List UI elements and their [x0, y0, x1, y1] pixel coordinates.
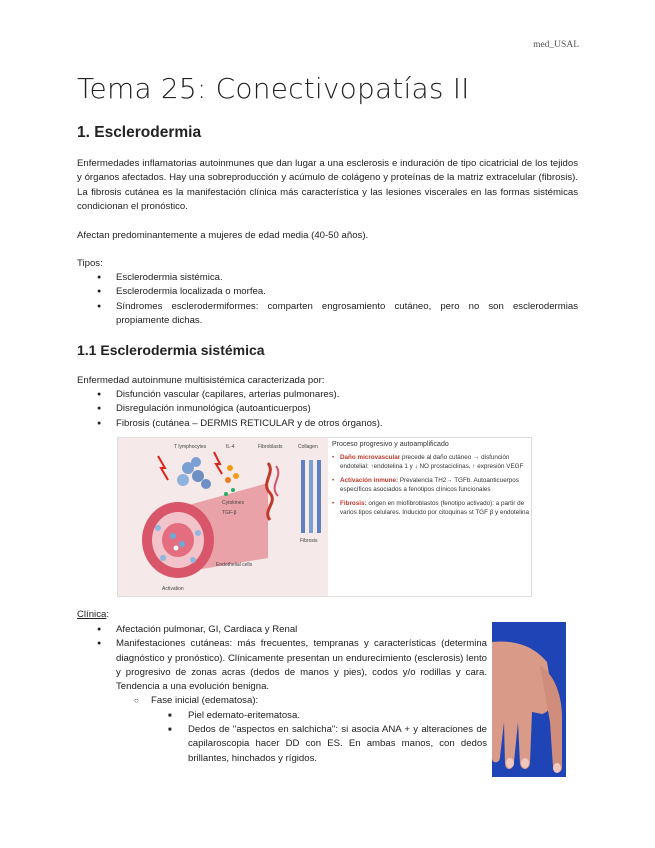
subsub-list-item: ■ Piel edemato-eritematosa.: [168, 709, 487, 723]
figure-illustration: [118, 438, 328, 596]
list-item: ● Esclerodermia sistémica.: [77, 271, 578, 285]
clinica-label-text: Clínica: [77, 609, 107, 620]
section-heading-esclerodermia: 1. Esclerodermia: [77, 124, 202, 141]
figure-item-title: Daño microvascular: [340, 454, 401, 461]
demographics-paragraph: Afectan predominantemente a mujeres de edad media (40-50 años).: [77, 230, 369, 241]
figure-item: [330, 454, 530, 471]
intro-paragraph: Enfermedades inflamatorias autoinmunes que dan lugar a una esclerosis e induración de tipo cicatricial de los tejidos y órganos afectados. Hay una sobreproducción y acúmulo de colágeno y proteínas de la matriz extracelular (fibrosis). La fibrosis cutánea es la manifestación clínica más característica y las lesiones viscerales en las formas sistémicas condicionan el pronóstico.: [77, 158, 578, 212]
sistemica-intro: Enfermedad autoinmune multisistémica caracterizada por:: [77, 375, 325, 386]
clinica-list: [77, 623, 487, 766]
hand-image-icon: [492, 622, 566, 777]
sub-list: [116, 694, 487, 765]
list-item: ● Esclerodermia localizada o morfea.: [77, 285, 578, 299]
list-item: ● Disfunción vascular (capilares, arterias pulmonares).: [77, 388, 578, 402]
list-item: ● Disregulación inmunológica (autoanticuerpos): [77, 402, 578, 416]
figure-heading: Proceso progresivo y autoamplificado: [332, 441, 449, 448]
label-il4: IL-4: [226, 444, 235, 450]
label-tgfb: TGF-β: [222, 510, 237, 516]
label-fibrosis: Fibrosis: [300, 538, 318, 544]
list-item: [77, 637, 487, 766]
figure-item-title: Fibrosis:: [340, 500, 367, 508]
list-item: ● Afectación pulmonar, GI, Cardiaca y Renal: [77, 623, 487, 637]
pathophysiology-figure: [117, 437, 532, 597]
figure-item-title: Activación inmune:: [340, 477, 399, 485]
vessel-illustration-icon: [118, 438, 328, 596]
label-lymphocytes: T lymphocytes: [174, 444, 207, 450]
sistemica-list: [77, 388, 578, 431]
tipos-label: Tipos:: [77, 258, 103, 269]
tipos-list: [77, 271, 578, 328]
list-item: ● Fibrosis (cutánea – DERMIS RETICULAR y de otros órganos).: [77, 417, 578, 431]
list-item-text: Manifestaciones cutáneas: más frecuentes, tempranas y características (determina diagnóstico y pronóstico). Clínicamente presentan un endurecimiento (esclerosis) lento y progresivo de zonas acras (dedos de manos y pies), codos y/o rodillas y cara. Tendencia a una evolución benigna.: [116, 638, 487, 693]
figure-item: [330, 477, 530, 494]
figure-text-panel: [330, 441, 530, 524]
label-collagen: Collagen: [298, 444, 318, 450]
sub-list-item: [134, 694, 487, 765]
label-activation: Activation: [162, 586, 184, 592]
list-item: ● Síndromes esclerodermiformes: comparten engrosamiento cutáneo, pero no son esclerodermias propiamente dichas.: [77, 300, 578, 329]
subsub-list-item: ■ Dedos de "aspectos en salchicha": si asocia ANA + y alteraciones de capilaroscopia hacer DD con ES. En ambas manos, con dedos brillantes, hinchados y rígidos.: [168, 723, 487, 766]
figure-item: [330, 500, 530, 517]
subsub-list: [151, 709, 487, 766]
clinica-label: Clínica:: [77, 609, 109, 620]
figure-item-text: precede al daño cutáneo → disfunción endotelial: ↑endotelina 1 y ↓ NO prostaciclinas, ↑ expresión VEGF: [340, 454, 524, 470]
header-tag: med_USAL: [533, 40, 579, 50]
label-endothelial: Endothelial cells: [216, 562, 253, 568]
sub-list-item-text: Fase inicial (edematosa):: [151, 695, 259, 707]
section-heading-sistemica: 1.1 Esclerodermia sistémica: [77, 342, 265, 358]
hand-photo: [492, 622, 566, 777]
label-fibroblasts: Fibroblasts: [258, 444, 283, 450]
figure-item-text: origen en miofibroblastos (fenotipo activado): a partir de varios tipos celulares. Inducido por citoquinas st TGF β y endotelina: [340, 500, 530, 516]
figure-item-text: Prevalencia TH2→ TGFb. Autoanticuerpos específicos asociados a fenotipos clínicos funcionales: [340, 477, 519, 493]
label-cytokines: Cytokines: [222, 500, 244, 506]
page-title: Tema 25: Conectivopatías II: [77, 72, 470, 105]
